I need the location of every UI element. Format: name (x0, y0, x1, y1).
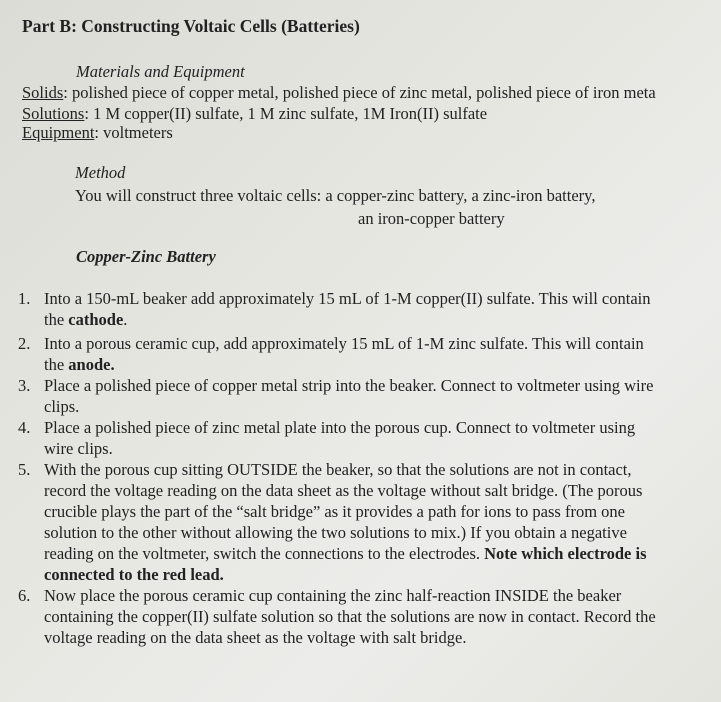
list-item (0, 417, 721, 459)
solutions-text: : 1 M copper(II) sulfate, 1 M zinc sulfate, 1M Iron(II) sulfate (84, 104, 488, 123)
list-item (0, 585, 721, 648)
solids-line (22, 83, 656, 103)
step-text: clips. (44, 397, 80, 416)
materials-heading: Materials and Equipment (76, 62, 245, 81)
solutions-line (22, 104, 487, 124)
step-text: solution to the other without allowing the two solutions to mix.) If you obtain a negative (44, 523, 627, 542)
step-number: 5. (18, 460, 31, 479)
step-number: 2. (18, 334, 31, 353)
step-text: Place a polished piece of zinc metal plate into the porous cup. Connect to voltmeter using (44, 418, 636, 437)
equipment-text: : voltmeters (94, 123, 173, 142)
step-text: Now place the porous ceramic cup containing the zinc half-reaction INSIDE the beaker (44, 586, 622, 605)
step-text: crucible plays the part of the “salt bridge” as it provides a path for ions to pass from one (44, 502, 625, 521)
method-heading: Method (75, 163, 126, 182)
list-item (0, 375, 721, 417)
equipment-label: Equipment (22, 123, 95, 142)
solids-text: : polished piece of copper metal, polished piece of zinc metal, polished piece of iron meta (63, 83, 656, 102)
section-heading: Copper-Zinc Battery (76, 247, 216, 266)
solutions-label: Solutions (22, 104, 85, 123)
anode-term: anode. (68, 355, 115, 374)
step-text: voltage reading on the data sheet as the voltage with salt bridge. (44, 628, 467, 647)
steps-list (0, 288, 721, 648)
note-emphasis: connected to the red lead. (44, 565, 224, 584)
step-text: Into a porous ceramic cup, add approximately 15 mL of 1-M zinc sulfate. This will contain (44, 334, 644, 353)
step-number: 3. (18, 376, 31, 395)
step-text: the anode. (44, 355, 115, 374)
step-text: wire clips. (44, 439, 113, 458)
list-item (0, 288, 721, 330)
list-item (0, 333, 721, 375)
step-text: containing the copper(II) sulfate solution so that the solutions are now in contact. Record the (44, 607, 656, 626)
step-text: With the porous cup sitting OUTSIDE the beaker, so that the solutions are not in contact, (44, 460, 632, 479)
step-text: the cathode. (44, 310, 128, 329)
step-number: 1. (18, 289, 31, 308)
step-number: 6. (18, 586, 31, 605)
step-text: Place a polished piece of copper metal strip into the beaker. Connect to voltmeter using wire (44, 376, 654, 395)
method-line-2: an iron-copper battery (358, 209, 505, 228)
list-item (0, 459, 721, 585)
cathode-term: cathode (68, 310, 124, 329)
equipment-line (22, 123, 173, 143)
step-text: record the voltage reading on the data sheet as the voltage without salt bridge. (The porous (44, 481, 643, 500)
method-line-1: You will construct three voltaic cells: a copper-zinc battery, a zinc-iron battery, (75, 186, 596, 205)
step-text: reading on the voltmeter, switch the connections to the electrodes. Note which electrode is (44, 544, 647, 563)
page-title: Part B: Constructing Voltaic Cells (Batteries) (22, 16, 360, 36)
step-text: Into a 150-mL beaker add approximately 15 mL of 1-M copper(II) sulfate. This will contain (44, 289, 651, 308)
solids-label: Solids (22, 83, 64, 102)
note-emphasis: Note which electrode is (484, 544, 647, 563)
step-number: 4. (18, 418, 31, 437)
